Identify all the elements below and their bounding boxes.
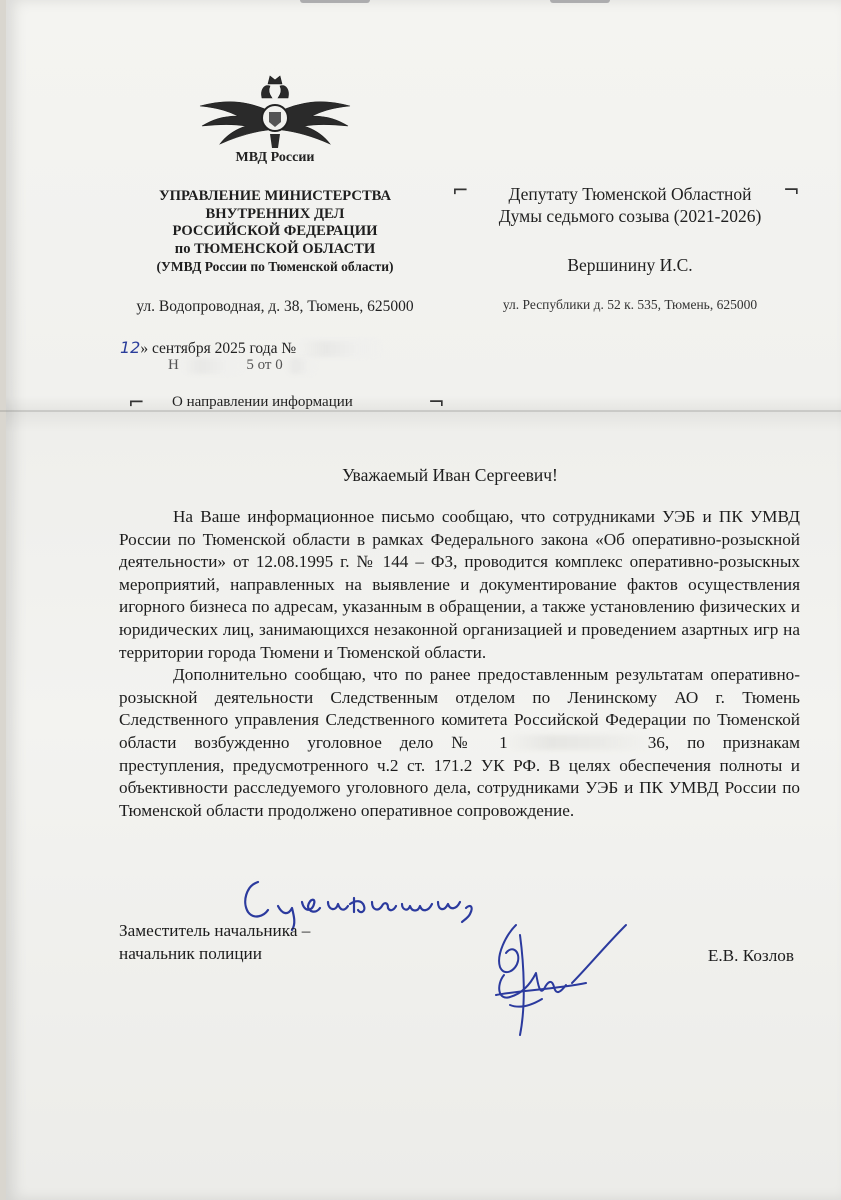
redaction-blur [183,358,243,374]
bracket-top-right: ¬ [783,178,800,202]
paragraph [119,664,800,822]
double-headed-eagle-emblem-icon [190,72,360,154]
letter-body [119,506,800,822]
paragraph-part: 36, по признакам преступления, предусмотренного ч.2 ст. 171.2 УК РФ. В целях обеспечения полноты и объективности расследуемого уголовного дела, сотрудниками УЭБ и ПК УМВД России по Тюменской области продолжено оперативное сопровождение. [119,732,800,820]
org-line: по ТЮМЕНСКОЙ ОБЛАСТИ [174,240,376,257]
paragraph-part: Дополнительно сообщаю, что по ранее предоставленным результатам оперативно-розыскной деятельности Следственным отделом по Ленинскому АО г. Тюмень Следственного управления Следственного комитета Российской Федерации по Тюменской области возбужденно уголовное дело № 1 [119,665,800,752]
date-text: » сентября 2025 года № [140,340,297,357]
signatory-title-line: Заместитель начальника – [119,921,311,940]
signatory-title [119,920,310,965]
recipient-name: Вершинину И.С. [567,255,693,275]
ministry-short-name: МВД России [235,150,315,165]
signatory-name: Е.В. Козлов [707,946,794,965]
recipient-title [465,183,795,227]
date-line [120,338,380,358]
recipient-address: ул. Республики д. 52 к. 535, Тюмень, 625000 [502,297,758,312]
recipient-line: Думы седьмого созыва (2021-2026) [498,206,762,226]
redaction-blur [286,358,316,374]
organization-name [110,188,440,276]
handwritten-signature-icon [476,905,646,1045]
paragraph: На Ваше информационное письмо сообщаю, что сотрудниками УЭБ и ПК УМВД России по Тюменской области в рамках Федерального закона «Об оперативно-розыскной деятельности» от 12.08.1995 г. № 144 – ФЗ, проводится комплекс оперативно-розыскных мероприятий, направленных на выявление и документирование фактов осуществления игорного бизнеса по адресам, указанным в обращении, а также установлению физических и юридических лиц, занимающихся незаконной организацией и проведением азартных игр на территории города Тюмени и Тюменской области. [119,507,800,662]
org-line: ВНУТРЕННИХ ДЕЛ [205,205,345,222]
org-line: УПРАВЛЕНИЕ МИНИСТЕРСТВА [158,188,392,204]
handwritten-day: 12 [120,338,141,357]
ref-mid: 5 от 0 [246,357,283,373]
signatory-title-line: начальник полиции [119,943,262,963]
greeting: Уважаемый Иван Сергеевич! [342,465,558,485]
paper-fold [0,410,841,412]
org-line: (УМВД России по Тюменской области) [156,259,394,274]
org-line: РОССИЙСКОЙ ФЕДЕРАЦИИ [172,223,378,239]
reference-line [168,357,316,374]
letter-subject: О направлении информации [172,394,353,410]
recipient-line: Депутату Тюменской Областной [508,184,752,204]
redaction-blur [300,341,380,357]
top-edge-marks [0,0,841,10]
bracket-top-left: ⌐ [452,178,469,202]
redaction-blur [508,735,648,750]
sender-address: ул. Водопроводная, д. 38, Тюмень, 625000 [136,298,414,315]
bracket-top-right: ¬ [428,390,445,414]
ref-prefix: Н [168,357,179,373]
bracket-top-left: ⌐ [128,390,145,414]
